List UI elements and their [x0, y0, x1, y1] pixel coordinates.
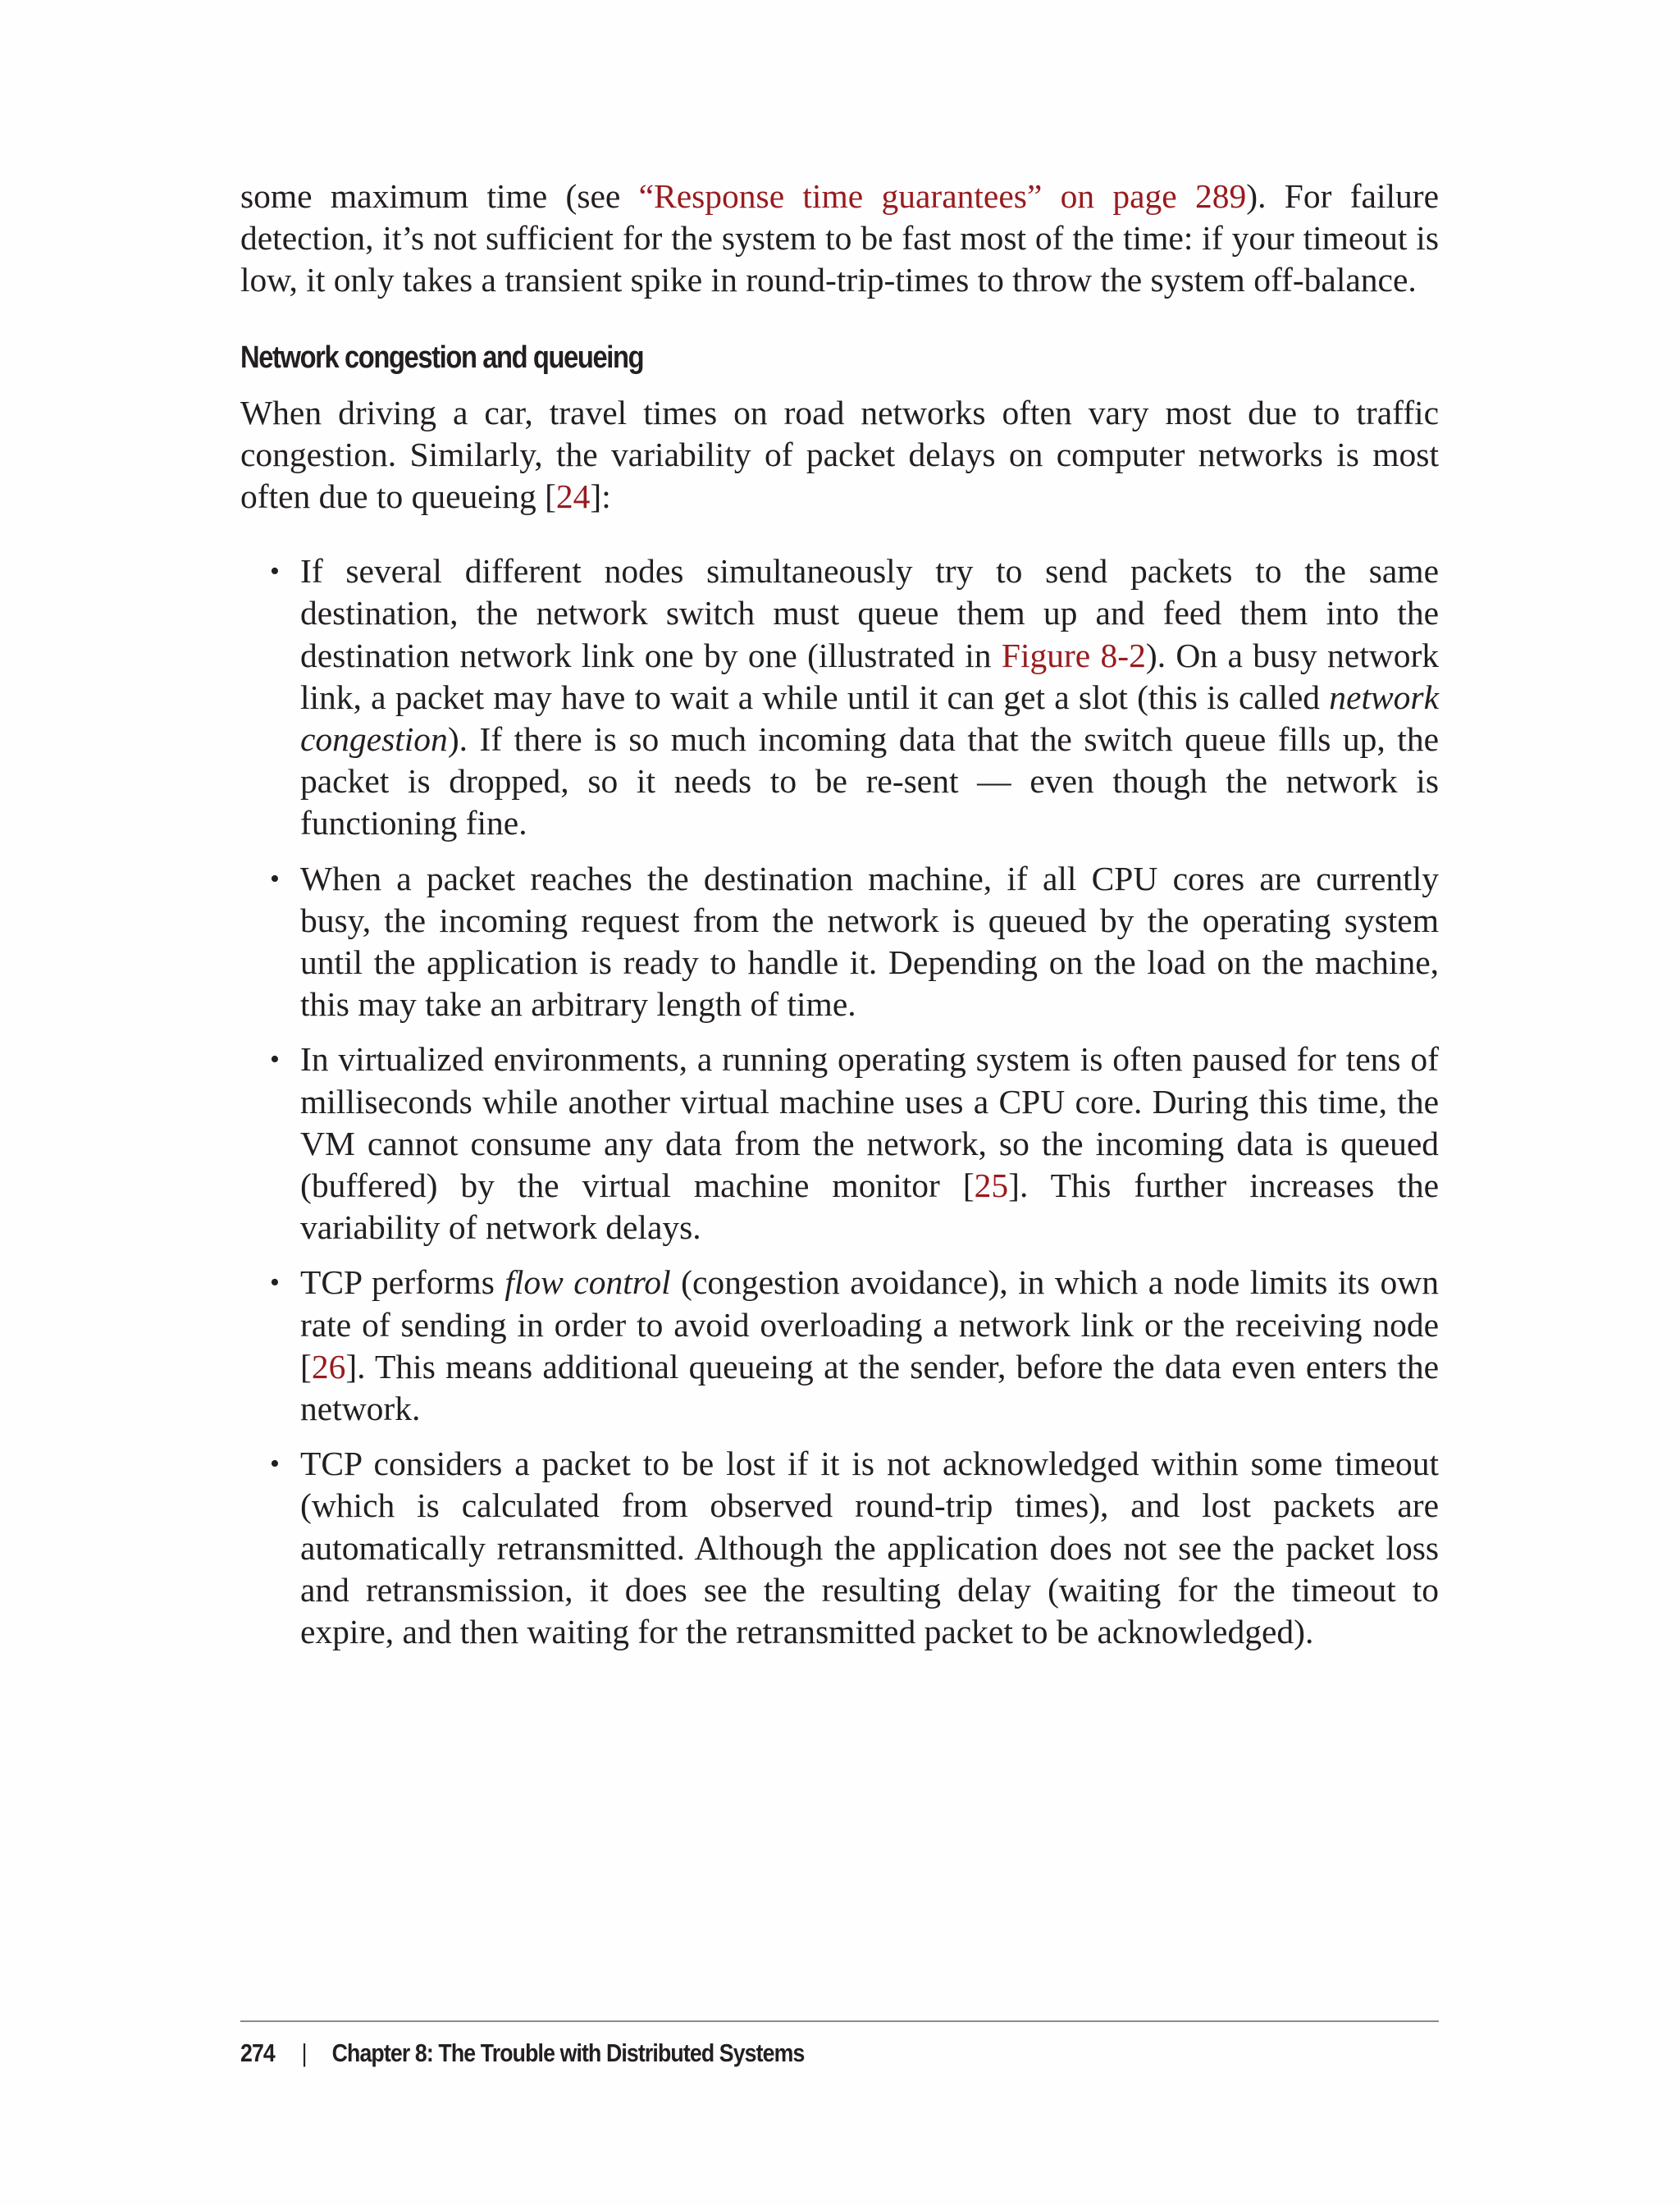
item-text: ]. This further increases the variability of network delays. [300, 1166, 1439, 1247]
bullet-icon: • [270, 556, 280, 587]
intro-paragraph [240, 176, 1439, 302]
bullet-icon: • [270, 1449, 280, 1480]
term-network-congestion: network congestion [300, 678, 1439, 759]
list-item-flow-control [240, 1262, 1439, 1430]
term-flow-control: flow control [504, 1263, 671, 1302]
footer-line [240, 2038, 804, 2068]
item-text: ). If there is so much incoming data that the switch queue fills up, the packet is dropped, so it needs to be re-sent — even though the network is functioning fine. [300, 720, 1439, 842]
list-item-virtualization [240, 1039, 1439, 1249]
page-body [240, 176, 1439, 1666]
bullet-icon: • [270, 1044, 280, 1075]
page-number: 274 [240, 2038, 275, 2067]
item-text: TCP considers a packet to be lost if it is not acknowledged within some timeout (which is calculated from observed round-trip times), and lost packets are automatically retransmitted. Although the application does not see the packet loss and retransmission, it does see the resulting delay (waiting for the timeout to expire, and then waiting for the retransmitted packet to be acknowledged). [300, 1445, 1439, 1651]
section-heading: Network congestion and queueing [240, 340, 644, 375]
lead-text-end: ]: [590, 477, 611, 516]
bullet-list [240, 550, 1439, 1653]
footer-separator: | [301, 2038, 307, 2067]
item-text: When a packet reaches the destination machine, if all CPU cores are currently busy, the incoming request from the network is queued by the operating system until the application is ready to handle it. Depending on the load on the machine, this may take an arbitrary length of time. [300, 859, 1439, 1024]
chapter-title: Chapter 8: The Trouble with Distributed Systems [331, 2038, 805, 2067]
intro-text-start: some maximum time (see [240, 177, 639, 215]
bullet-icon: • [270, 1267, 280, 1299]
list-item-cpu-queueing [240, 858, 1439, 1026]
item-text: In virtualized environments, a running operating system is often paused for tens of milliseconds while another virtual machine uses a CPU core. During this time, the VM cannot consume any data from the network, so the incoming data is queued (buffered) by the virtual machine monitor [ [300, 1040, 1439, 1205]
item-text: ]. This means additional queueing at the sender, before the data even enters the network. [300, 1347, 1439, 1428]
reference-24-link[interactable]: 24 [555, 477, 591, 516]
bullet-icon: • [270, 863, 280, 894]
response-time-guarantees-link[interactable]: “Response time guarantees” on page 289 [638, 177, 1247, 215]
item-text: TCP performs [300, 1263, 505, 1302]
list-item-switch-queueing [240, 550, 1439, 844]
page-footer [240, 2020, 1439, 2067]
item-text: (congestion avoidance), in which a node limits its own rate of sending in order to avoid overloading a network link or the receiving node [ [300, 1263, 1439, 1386]
item-text: If several different nodes simultaneously try to send packets to the same destination, the network switch must queue them up and feed them into the destination network link one by one (illustrated in [300, 552, 1439, 674]
reference-26-link[interactable]: 26 [311, 1347, 346, 1386]
item-text: ). On a busy network link, a packet may have to wait a while until it can get a slot (this is called [300, 636, 1440, 716]
section-lead-paragraph [240, 392, 1439, 518]
list-item-retransmission [240, 1443, 1439, 1653]
figure-8-2-link[interactable]: Figure 8-2 [1001, 636, 1146, 674]
lead-text-start: When driving a car, travel times on road networks often vary most due to traffic congestion. Similarly, the variability of packet delays on computer networks is most often due to queueing [ [240, 393, 1439, 516]
reference-25-link[interactable]: 25 [974, 1166, 1009, 1205]
intro-text-end: ). For failure detection, it’s not sufficient for the system to be fast most of the time: if your timeout is low, it only takes a transient spike in round-trip-times to throw the system off-balance. [240, 177, 1439, 299]
